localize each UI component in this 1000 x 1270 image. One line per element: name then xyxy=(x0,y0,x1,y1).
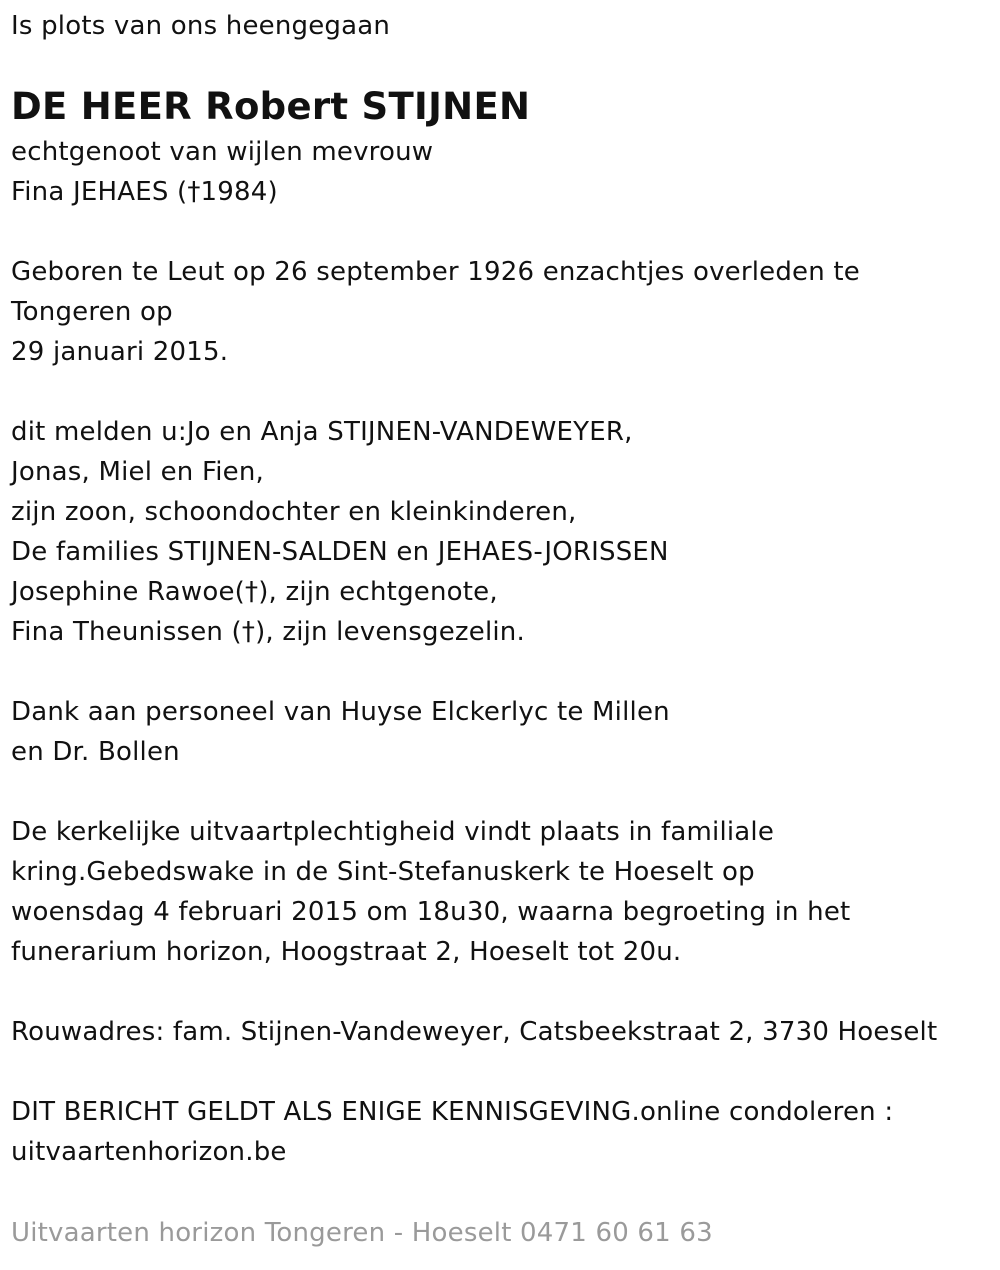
thanks-line: Dank aan personeel van Huyse Elckerlyc te Millen xyxy=(11,697,670,727)
notice-intro: Is plots van ons heengegaan xyxy=(11,11,391,41)
spouse-line: Fina JEHAES (†1984) xyxy=(11,177,278,207)
ceremony-line: woensdag 4 februari 2015 om 18u30, waarna begroeting in het xyxy=(11,897,851,927)
family-line: zijn zoon, schoondochter en kleinkinderen, xyxy=(11,497,577,527)
paragraph-gap xyxy=(11,972,986,1012)
ceremony-line: De kerkelijke uitvaartplechtigheid vindt plaats in familiale xyxy=(11,817,775,847)
paragraph-gap xyxy=(11,652,986,692)
deceased-name: DE HEER Robert STIJNEN xyxy=(11,85,531,128)
spouse-line: echtgenoot van wijlen mevrouw xyxy=(11,137,434,167)
paragraph-gap xyxy=(11,212,986,252)
birth-death-line: Geboren te Leut op 26 september 1926 enzachtjes overleden te xyxy=(11,257,860,287)
paragraph-gap xyxy=(11,1052,986,1092)
family-line: dit melden u:Jo en Anja STIJNEN-VANDEWEYER, xyxy=(11,417,633,447)
family-line: Fina Theunissen (†), zijn levensgezelin. xyxy=(11,617,525,647)
family-line: Josephine Rawoe(†), zijn echtgenote, xyxy=(11,577,498,607)
closing-line: DIT BERICHT GELDT ALS ENIGE KENNISGEVING.online condoleren : xyxy=(11,1097,894,1127)
family-line: De families STIJNEN-SALDEN en JEHAES-JORISSEN xyxy=(11,537,669,567)
birth-death-line: Tongeren op xyxy=(11,297,173,327)
closing-line: uitvaartenhorizon.be xyxy=(11,1137,287,1167)
family-line: Jonas, Miel en Fien, xyxy=(11,457,264,487)
death-notice xyxy=(11,8,986,1172)
paragraph-gap xyxy=(11,372,986,412)
birth-death-line: 29 januari 2015. xyxy=(11,337,229,367)
mourning-address: Rouwadres: fam. Stijnen-Vandeweyer, Catsbeekstraat 2, 3730 Hoeselt xyxy=(11,1017,938,1047)
ceremony-line: funerarium horizon, Hoogstraat 2, Hoeselt tot 20u. xyxy=(11,937,682,967)
funeral-home-footer: Uitvaarten horizon Tongeren - Hoeselt 0471 60 61 63 xyxy=(11,1218,713,1248)
paragraph-gap xyxy=(11,772,986,812)
thanks-line: en Dr. Bollen xyxy=(11,737,180,767)
ceremony-line: kring.Gebedswake in de Sint-Stefanuskerk te Hoeselt op xyxy=(11,857,755,887)
